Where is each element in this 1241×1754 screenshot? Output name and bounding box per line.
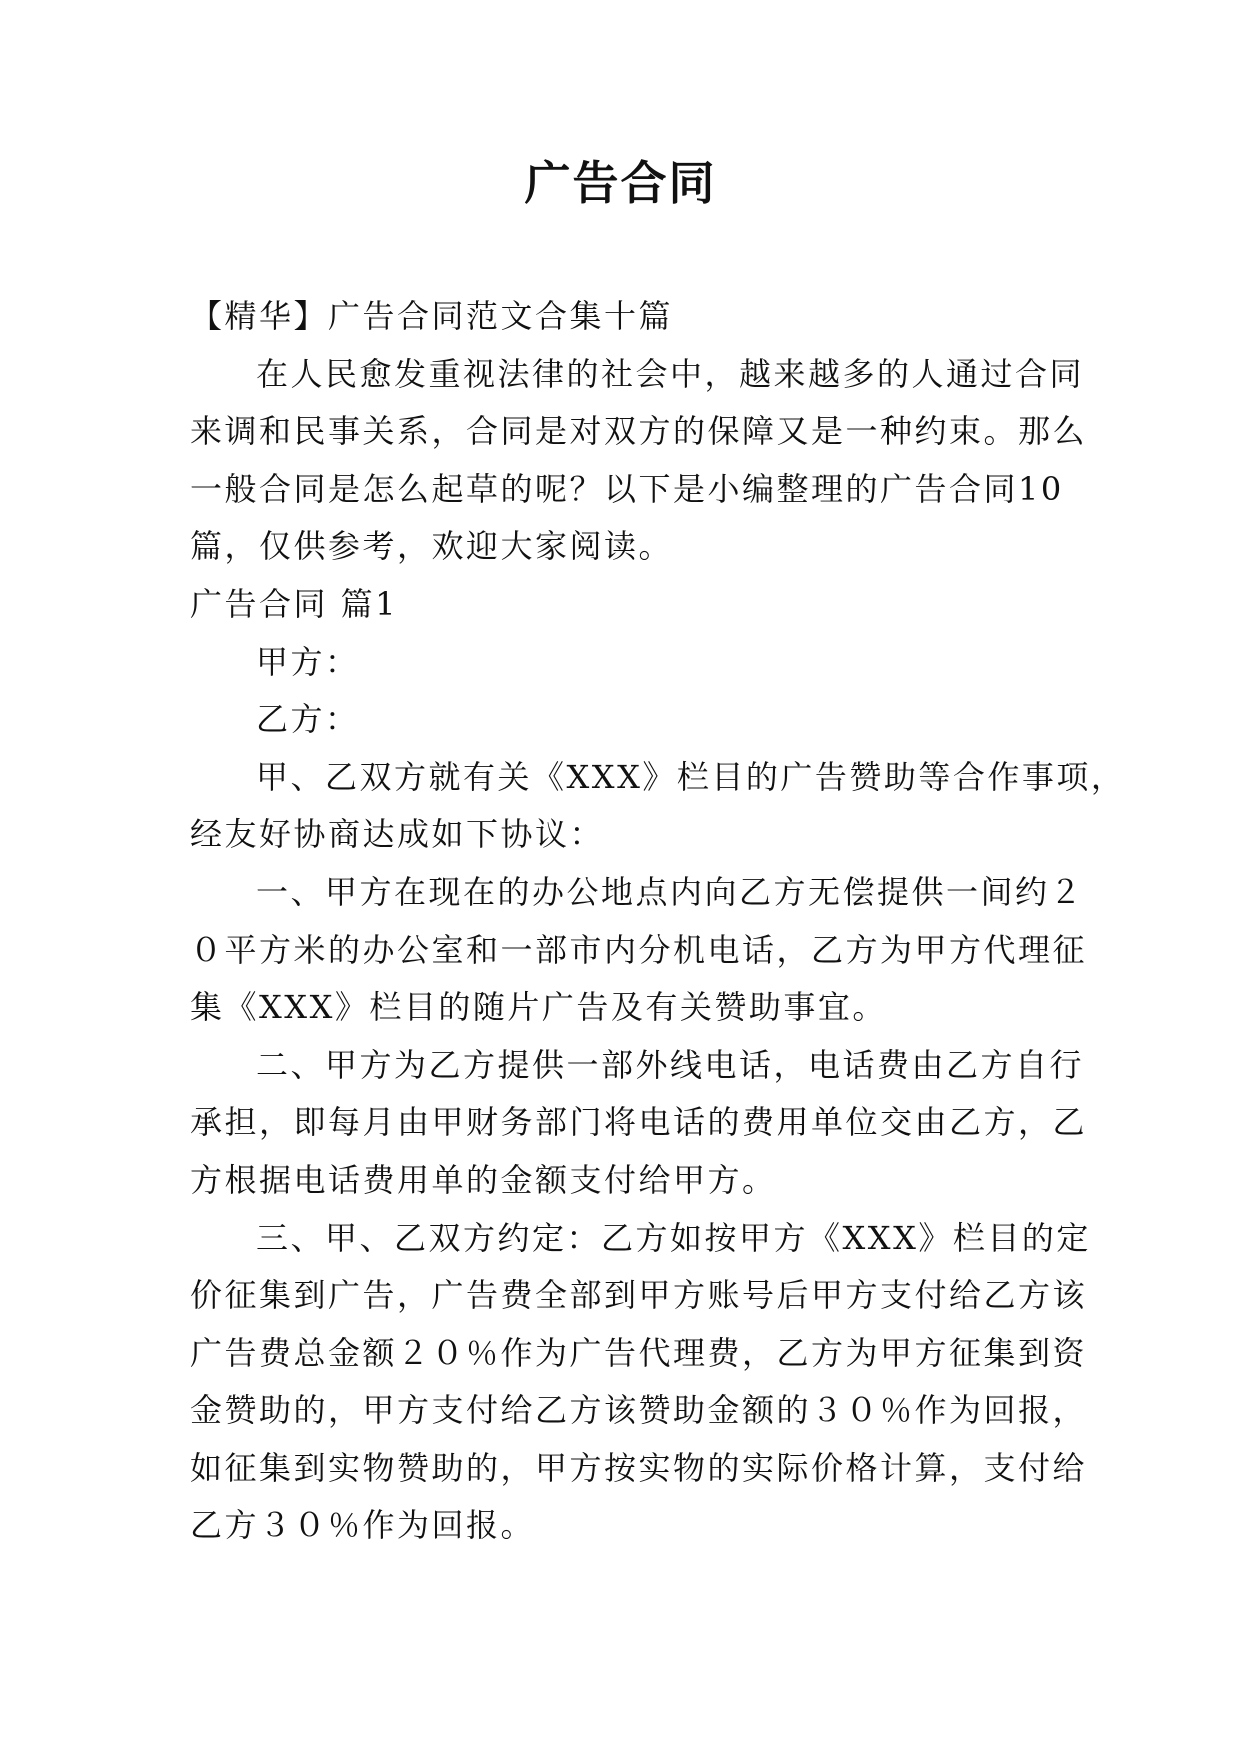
document-body — [190, 288, 1126, 1555]
clause-1-line: ０平方米的办公室和一部市内分机电话，乙方为甲方代理征 — [190, 930, 1088, 969]
clause-3-line: 金赞助的，甲方支付给乙方该赞助金额的３０％作为回报， — [190, 1391, 1088, 1430]
section-heading: 广告合同 篇1 — [190, 584, 399, 623]
party-a-label: 甲方： — [256, 642, 360, 681]
intro-line: 一般合同是怎么起草的呢？以下是小编整理的广告合同10 — [190, 469, 1064, 508]
agreement-line: 经友好协商达成如下协议： — [190, 815, 605, 854]
clause-1-line: 一、甲方在现在的办公地点内向乙方无偿提供一间约２ — [256, 872, 1085, 911]
clause-2-line: 承担，即每月由甲财务部门将电话的费用单位交由乙方，乙 — [190, 1103, 1088, 1142]
clause-3-line: 乙方３０％作为回报。 — [190, 1506, 536, 1545]
intro-line: 篇，仅供参考，欢迎大家阅读。 — [190, 527, 674, 566]
clause-3-line: 价征集到广告，广告费全部到甲方账号后甲方支付给乙方该 — [190, 1276, 1088, 1315]
clause-2-line: 二、甲方为乙方提供一部外线电话，电话费由乙方自行 — [256, 1045, 1085, 1084]
clause-1-line: 集《XXX》栏目的随片广告及有关赞助事宜。 — [190, 988, 887, 1027]
document-subtitle: 【精华】广告合同范文合集十篇 — [190, 297, 674, 335]
clause-3-line: 三、甲、乙双方约定：乙方如按甲方《XXX》栏目的定 — [256, 1218, 1091, 1257]
intro-line: 在人民愈发重视法律的社会中，越来越多的人通过合同 — [256, 354, 1085, 393]
agreement-line: 甲、乙双方就有关《XXX》栏目的广告赞助等合作事项， — [256, 757, 1126, 796]
clause-3-line: 如征集到实物赞助的，甲方按实物的实际价格计算，支付给 — [190, 1448, 1088, 1487]
party-b-label: 乙方： — [256, 700, 360, 739]
clause-3-line: 广告费总金额２０％作为广告代理费，乙方为甲方征集到资 — [190, 1333, 1088, 1372]
intro-line: 来调和民事关系，合同是对双方的保障又是一种约束。那么 — [190, 412, 1088, 451]
clause-2-line: 方根据电话费用单的金额支付给甲方。 — [190, 1160, 777, 1199]
document-title: 广告合同 — [524, 156, 717, 210]
